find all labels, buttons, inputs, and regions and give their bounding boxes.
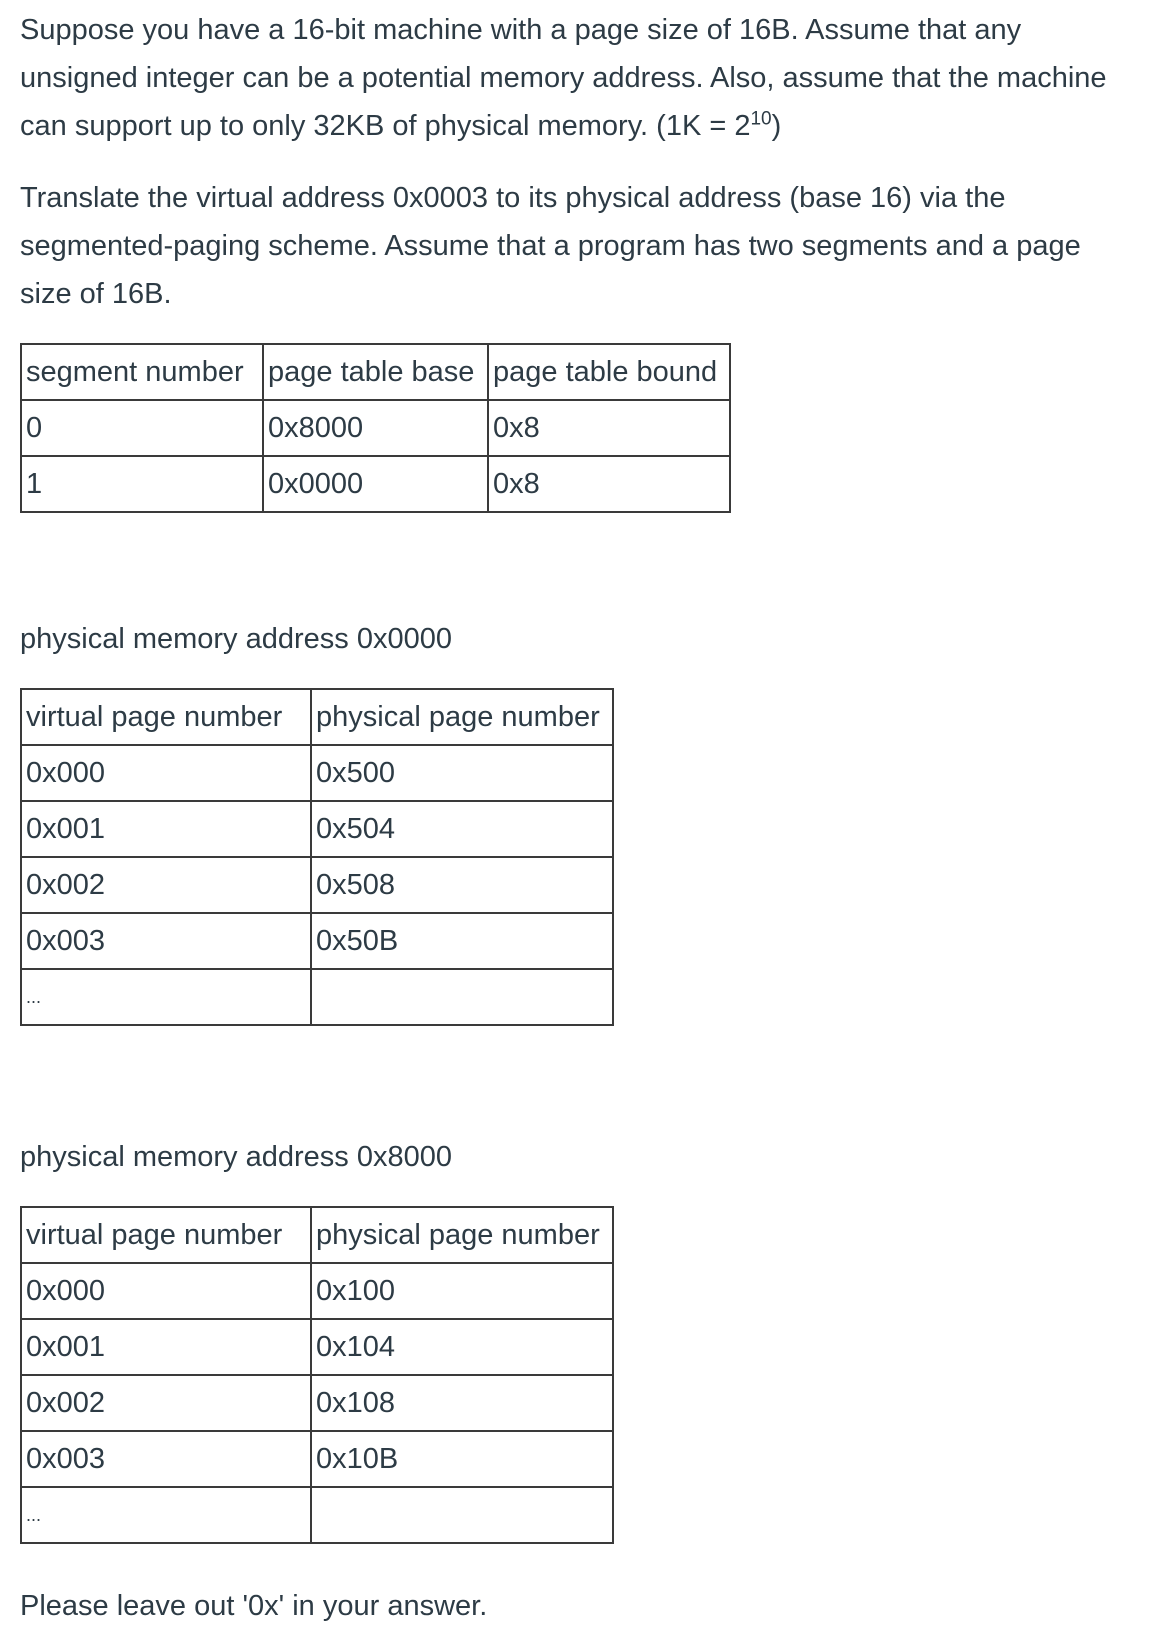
header-physical-page-number: physical page number	[311, 1207, 613, 1263]
cell-physical-page: 0x500	[311, 745, 613, 801]
cell-physical-page: 0x504	[311, 801, 613, 857]
segment-table	[20, 343, 731, 513]
intro-close-paren: )	[771, 110, 782, 142]
cell-physical-page: 0x508	[311, 857, 613, 913]
header-page-table-bound: page table bound	[488, 344, 730, 400]
page-table-label: physical memory address 0x8000	[20, 1141, 452, 1173]
table-row	[21, 400, 730, 456]
intro-paragraph-task: Translate the virtual address 0x0003 to its physical address (base 16) via the segmented-paging scheme. Assume that a program has two segments and a page size of 16B.	[20, 182, 1081, 310]
cell-virtual-page: 0x002	[21, 857, 311, 913]
cell-virtual-page: 0x001	[21, 1319, 311, 1375]
cell-virtual-page: 0x000	[21, 1263, 311, 1319]
cell-ellipsis: ...	[21, 969, 311, 1025]
cell-physical-page: 0x108	[311, 1375, 613, 1431]
page-table-label: physical memory address 0x0000	[20, 623, 452, 655]
cell-virtual-page: 0x001	[21, 801, 311, 857]
table-row	[21, 1487, 613, 1543]
table-row	[21, 1375, 613, 1431]
cell-virtual-page: 0x003	[21, 913, 311, 969]
cell-page-table-base: 0x0000	[263, 456, 488, 512]
table-row	[21, 1319, 613, 1375]
header-page-table-base: page table base	[263, 344, 488, 400]
page-table-0x8000	[20, 1206, 614, 1544]
cell-page-table-bound: 0x8	[488, 456, 730, 512]
page-table-0x0000	[20, 688, 614, 1026]
cell-page-table-bound: 0x8	[488, 400, 730, 456]
header-virtual-page-number: virtual page number	[21, 1207, 311, 1263]
cell-virtual-page: 0x003	[21, 1431, 311, 1487]
table-row	[21, 1263, 613, 1319]
answer-format-note: Please leave out '0x' in your answer.	[20, 1590, 488, 1622]
cell-segment-number: 1	[21, 456, 263, 512]
cell-physical-page: 0x50B	[311, 913, 613, 969]
cell-physical-page: 0x104	[311, 1319, 613, 1375]
cell-virtual-page: 0x000	[21, 745, 311, 801]
table-row	[21, 456, 730, 512]
cell-virtual-page: 0x002	[21, 1375, 311, 1431]
segment-table-header	[21, 344, 730, 400]
table-row	[21, 1431, 613, 1487]
table-row	[21, 913, 613, 969]
intro-paragraph-machine	[20, 6, 1120, 150]
cell-physical-page	[311, 969, 613, 1025]
table-row	[21, 745, 613, 801]
cell-physical-page: 0x100	[311, 1263, 613, 1319]
header-segment-number: segment number	[21, 344, 263, 400]
intro-text: Suppose you have a 16-bit machine with a page size of 16B. Assume that any unsigned integer can be a potential memory address. Also, assume that the machine can support up to only 32KB of physical memory. (1K = 2	[20, 14, 1107, 142]
table-row	[21, 857, 613, 913]
cell-page-table-base: 0x8000	[263, 400, 488, 456]
table-row	[21, 969, 613, 1025]
cell-ellipsis: ...	[21, 1487, 311, 1543]
cell-segment-number: 0	[21, 400, 263, 456]
page-table-header	[21, 1207, 613, 1263]
cell-physical-page: 0x10B	[311, 1431, 613, 1487]
exponent: 10	[750, 108, 772, 130]
page-table-header	[21, 689, 613, 745]
header-virtual-page-number: virtual page number	[21, 689, 311, 745]
cell-physical-page	[311, 1487, 613, 1543]
table-row	[21, 801, 613, 857]
header-physical-page-number: physical page number	[311, 689, 613, 745]
